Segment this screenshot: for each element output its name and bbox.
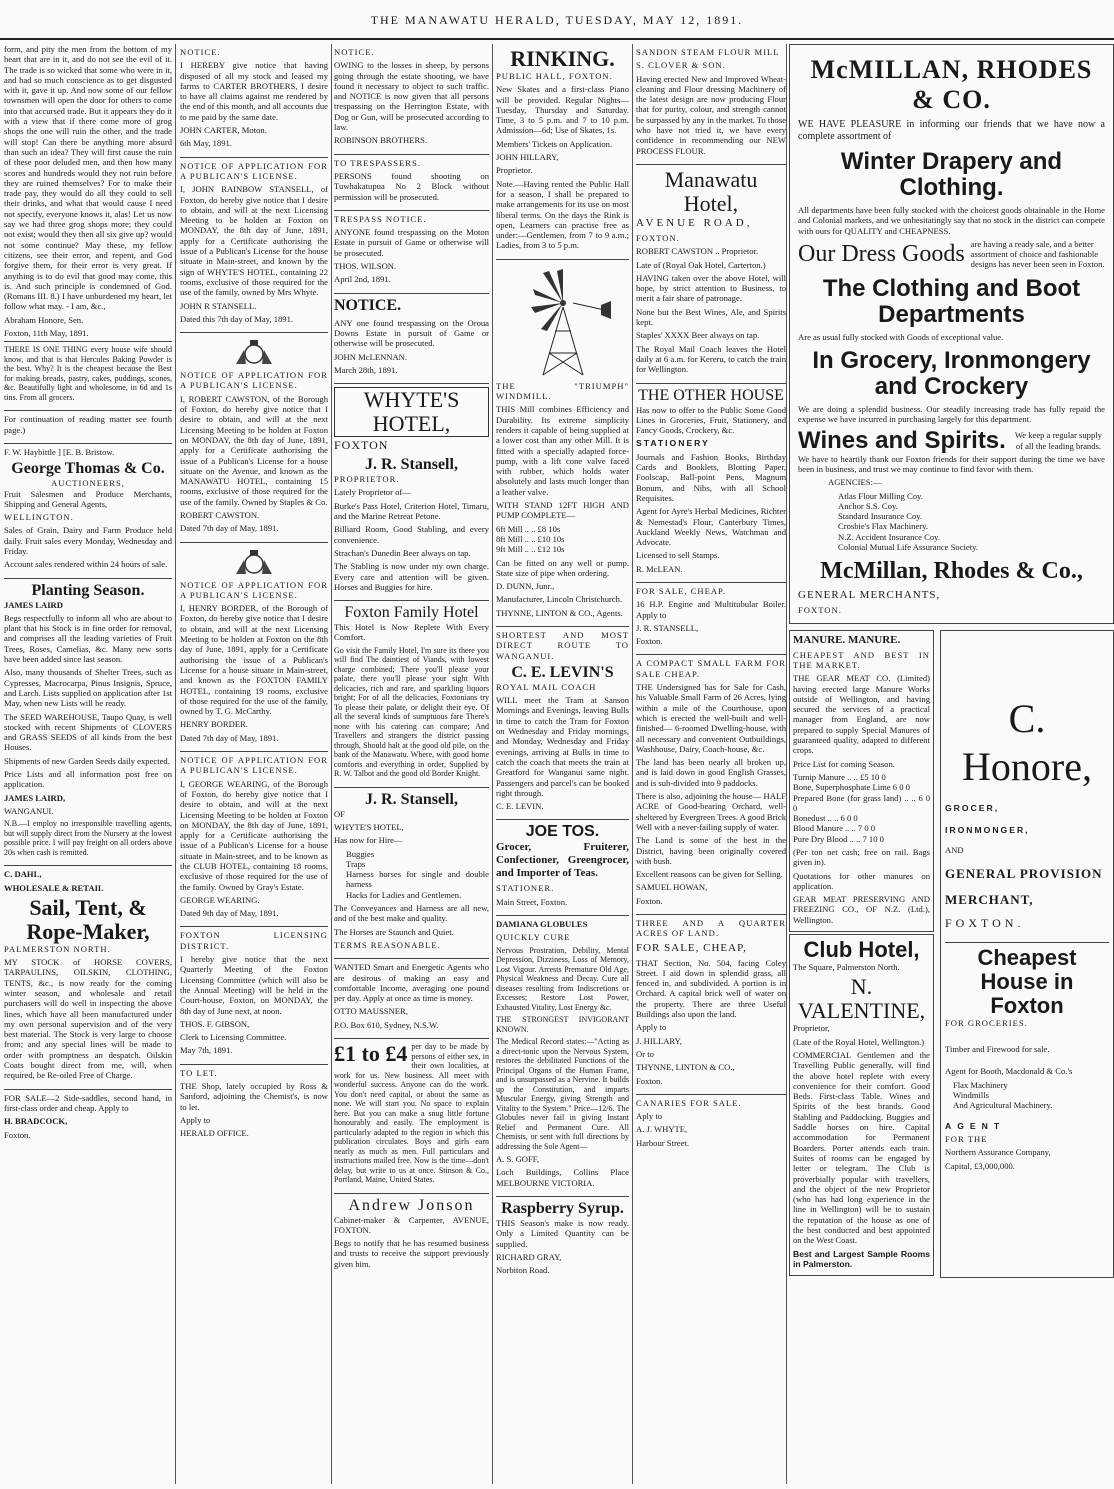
column-divider [175, 44, 176, 1484]
hercules-ad [4, 341, 172, 408]
notice-date: 6th May, 1891. [180, 138, 232, 149]
notice-signature: ROBERT CAWSTON. [180, 509, 260, 520]
rink-tickets: Members' Tickets on Application. [496, 138, 613, 149]
masthead-rule [0, 38, 1114, 40]
masthead [0, 0, 1114, 40]
honore-ad [940, 630, 1114, 1279]
honore-title: C. Honore, [962, 695, 1092, 789]
mrc-signature: McMillan, Rhodes & Co., [820, 558, 1083, 585]
whytes-hotel-ad [334, 383, 489, 598]
canaries-title: CANARIES FOR SALE. [636, 1097, 742, 1108]
agencies-list: Atlas Flour Milling Coy. Anchor S.S. Coy. Standard Insurance Coy. Crosbie's Flax Machinery. N.Z. Accident Insurance Coy. Colonial Mutual Life Assurance Society. [838, 490, 979, 553]
sale-town: Foxton. [4, 1129, 31, 1140]
windmill-stand: WITH STAND 12FT HIGH AND PUMP COMPLETE— [496, 500, 629, 521]
notice-signature: ROBINSON BROTHERS. [334, 135, 428, 146]
to-let-ad [180, 1064, 328, 1145]
timber-text: Timber and Firewood for sale. [945, 1044, 1050, 1055]
club-sample: Best and Largest Sample Rooms in Palmerston. [793, 1248, 930, 1269]
column-1 [4, 44, 172, 1148]
wanted-body: WANTED Smart and Energetic Agents who are desirous of making an easy and comfortable Income, averaging one pound per day. Apply at once as time is money. [334, 962, 489, 1004]
sandon-mill-ad [636, 44, 786, 162]
masthead-title: THE MANAWATU HERALD, TUESDAY, MAY 12, 1891. [370, 13, 744, 27]
notice-body: I, GEORGE WEARING, of the Borough of Foxton, do hereby give notice that I desire to obtain, and will at the next Licensing Meeting to be holden at Foxton on MONDAY, the 8th day of June, 1891, apply for a Certificate authorising the issue of a Publican's License for a house situate in Main-street, and to be known as the CLUB HOTEL, containing 18 rooms, exclusive of those required for the use of the family. Owned by Gray's Estate. [180, 778, 328, 892]
rink-signature: JOHN HILLARY, [496, 152, 559, 163]
mh-proprietor: ROBERT CAWSTON .. Proprietor. [636, 246, 759, 257]
small-farm-ad [636, 654, 786, 912]
rink-hall: PUBLIC HALL, FOXTON. [496, 71, 613, 81]
mrc-intro: WE HAVE PLEASURE in informing our friends that we have now a complete assortment of [798, 119, 1105, 142]
seed-text: The SEED WAREHOUSE, Taupo Quay, is well stocked with recent Shipments of CLOVERS and GRASS SEEDS of all kinds from the best Houses. [4, 711, 172, 753]
george-thomas-ad [4, 443, 172, 576]
mclennan-notice [334, 293, 489, 381]
jrs2-of: OF [334, 808, 345, 819]
notice-signature: JOHN R STANSELL. [180, 300, 257, 311]
acres-sub: FOR SALE, CHEAP, [636, 941, 747, 954]
column-divider [331, 44, 332, 1484]
column-divider [632, 44, 633, 1484]
notice-title: NOTICE. [334, 47, 375, 57]
club-late: (Late of the Royal Hotel, Wellington.) [793, 1036, 925, 1047]
notice-date: Dated this 7th day of May, 1891. [180, 313, 294, 324]
stationery-signature: R. McLEAN. [636, 563, 683, 574]
cawston-license-notice [180, 332, 328, 539]
gtc-account: Account sales rendered within 24 hours of sale. [4, 559, 168, 570]
dahl-name: C. DAHL, [4, 869, 42, 880]
licensing-district-notice [180, 926, 328, 1061]
raspberry-syrup-ad [496, 1196, 629, 1281]
manure-title: MANURE. MANURE. [793, 633, 901, 646]
notice-date: Dated 9th day of May, 1891. [180, 908, 279, 919]
notice-body: I hereby give notice that the next Quarterly Meeting of the Foxton Licensing Committee (which will also be the Annual Meeting) will be held in the Court-house, Foxton, on MONDAY, the 8th day of June next, at noon. [180, 954, 328, 1016]
farm-title: A COMPACT SMALL FARM FOR SALE CHEAP. [636, 658, 786, 679]
dress-title: Our Dress Goods [798, 241, 965, 268]
rasp-signature: RICHARD GRAY, [496, 1251, 562, 1262]
trespassers-notice [334, 154, 489, 208]
mh-body: HAVING taken over the above Hotel, will hope, by strict attention to Business, to merit a fair share of patronage. [636, 272, 786, 304]
notice-title: TO TRESPASSERS. [334, 157, 421, 168]
farm-town: Foxton. [636, 895, 663, 906]
jrs-role: PROPRIETOR. [334, 474, 400, 485]
notice-body: OWING to the losses in sheep, by persons going through the estate shooting, we have found it necessary to object to such traffic. and NOTICE is now given that all persons trespassing on the Herrington Estate, with Dog or Gun, will be prosecuted according to law. [334, 60, 489, 133]
mrc-town: FOXTON. [798, 605, 842, 616]
tos-address: Main Street, Foxton. [496, 896, 568, 907]
acres-town: Foxton. [636, 1075, 663, 1086]
pounds-body: per day to be made by persons of either sex, in their own localities, at work for us. New business. All meet with wonderful success. Anyone can do the work. You don't need capital, or about the same as none. We will start you. No space to explain here. But you can make a snug little fortune honourably and easily. The employment is particularly adapted to the region in which this publication circulates. Boys and girls earn nearly as much as men. Full particulars and instructions mailed free. Now is the time—don't delay, but write to us at once. Stinson & Co., Portland, Maine, United States. [334, 1042, 489, 1185]
honore-iron: IRONMONGER, [945, 824, 1030, 835]
agencies-title: AGENCIES:— [828, 477, 882, 488]
gtc-town: WELLINGTON. [4, 512, 74, 523]
laird-body-2: Also, many thousands of Shelter Trees, such as Cypresses, Macrocarpa, Pinus Insignis, Spruce, and Larch. Lists supplied on application after 1st May, when new Lists will be ready. [4, 667, 172, 709]
rasp-title: Raspberry Syrup. [501, 1200, 624, 1218]
windmill-fit: Can be fitted on any well or pump. State size of pipe when ordering. [496, 557, 629, 578]
pounds-big: £1 to £4 [334, 1041, 408, 1067]
mh-wines: None but the Best Wines, Ale, and Spirits kept. [636, 306, 786, 328]
agent-for: FOR THE [945, 1133, 988, 1144]
letter-date: Foxton, 11th May, 1891. [4, 328, 89, 339]
price-text: Price Lists and all information post free on application. [4, 769, 172, 790]
mrc-title: McMILLAN, RHODES & CO. [810, 55, 1093, 114]
notice-signature: JOHN CARTER, Moton. [180, 125, 267, 136]
acres-title: THREE AND A QUARTER ACRES OF LAND. [636, 918, 786, 939]
notice-body: I HEREBY give notice that having disposed of all my stock and leased my farms to CARTER BROTHERS, I desire to have all claims against me rendered by the end of this month, and all accounts due to me paid by the same date. [180, 60, 328, 122]
gtc-title: George Thomas & Co. [11, 460, 165, 478]
jrs-hotels: Burke's Pass Hotel, Criterion Hotel, Timaru, and the Marine Retreat Petone. [334, 500, 489, 522]
dahl-ad [4, 865, 172, 1086]
ffh-sub: This Hotel is Now Replete With Every Comfort. [334, 622, 489, 643]
honore-town: FOXTON. [945, 915, 1025, 930]
rink-role: Proprietor. [496, 165, 533, 176]
damiana-body-2: The Medical Record states:—"Acting as a direct-tonic upon the Nervous System, restores the debilitated Functions of the Principal Organs of the Human Frame, and is unsurpassed as a Nervine. It builds up the Constitution, and imparts Muscular Energy, giving Strength and Vitality to the System." Price—12/6. The Globules never fail in giving Instant Relief and Permanent Cure. All Chemists, or sent with full directions by addressing the Sole Agent— [496, 1037, 629, 1151]
column-5 [636, 44, 786, 1156]
planting-title: Planting Season. [31, 581, 145, 599]
aj-body: Begs to notify that he has resumed business and trusts to receive the support previously given him. [334, 1238, 489, 1269]
stansell-license-notice [180, 157, 328, 330]
to-let-body: THE Shop, lately occupied by Ross & Sanford, adjoining the Chemist's, is now to let. [180, 1081, 328, 1112]
wanted-signature: OTTO MAUSSNER, [334, 1006, 408, 1017]
sandon-title: SANDON STEAM FLOUR MILL [636, 47, 780, 57]
notice-title: FOXTON LICENSING DISTRICT. [180, 930, 328, 951]
hercules-text: THERE IS ONE THING every house wife should know, and that is that Hercules Baking Powder is the best. Why? It is the cheapest because the Best for making breads, pastry, cakes, puddings, scones, &c. Beautifully light and wholesome, in 6d and 1s tins. From all grocers. [4, 345, 172, 402]
notice-title: NOTICE OF APPLICATION FOR A PUBLICAN'S LICENSE. [180, 755, 328, 776]
manure-note: (Per ton net cash; free on rail. Bags given in). [793, 846, 930, 868]
to-let-signature: HERALD OFFICE. [180, 1128, 249, 1139]
jrs-billiard: Billiard Room, Good Stabling, and every convenience. [334, 524, 489, 545]
agent-booth: Agent for Booth, Macdonald & Co.'s [945, 1066, 1073, 1077]
column-6 [789, 44, 1114, 1278]
jrs2-hotel: WHYTE'S HOTEL, [334, 821, 404, 832]
notice-title: NOTICE OF APPLICATION FOR A PUBLICAN'S LICENSE. [180, 370, 328, 391]
laird-signature: JAMES LAIRD, [4, 792, 66, 803]
damiana-title: DAMIANA GLOBULES [496, 919, 588, 930]
acres-sale-ad [636, 914, 786, 1092]
honore-grocer: GROCER, [945, 802, 1000, 813]
tos-stationer: STATIONER. [496, 883, 555, 894]
other-house-ad [636, 383, 786, 580]
tos-body: Grocer, Fruiterer, Confectioner, Greengrocer, and Importer of Teas. [496, 841, 629, 880]
dahl-body: MY STOCK of HORSE COVERS, TARPAULINS, OILSKIN, CLOTHING, TENTS, &c., is now ready for the coming winter season, and wholesale and retail purchasers will do well in inspecting the above lines, which have all been manufactured under my own personal supervision and of the very best material. The Stock is very large to choose from; and any special lines will be made to order with promptness an despatch. Oilskin Coats bought direct from me, will, when required, be Re-oiled Free of Charge. [4, 957, 172, 1081]
column-2 [180, 44, 328, 1147]
aj-sub: Cabinet-maker & Carpenter, AVENUE, FOXTON. [334, 1214, 489, 1235]
canaries-signature: A. J. WHYTE, [636, 1124, 688, 1135]
club-hotel-ad [789, 934, 934, 1276]
acres-or: Or to [636, 1048, 654, 1059]
levin-title: C. E. LEVIN'S [511, 663, 614, 681]
club-title: Club Hotel, [803, 937, 920, 963]
tos-title: JOE TOS. [525, 823, 600, 841]
stationery-license: Licensed to sell Stamps. [636, 550, 720, 561]
planting-season-ad [4, 578, 172, 864]
grocery-title: In Grocery, Ironmongery and Crockery [812, 347, 1091, 401]
laird-body: Begs respectfully to inform all who are about to plant that his Stock is in fine order for removal, and comprises all the leading varieties of Fruit Trees, Roses, Camelias, &c. Many new sorts have been added since last season. [4, 612, 172, 665]
manawatu-hotel-ad [636, 164, 786, 381]
gtc-body: Fruit Salesmen and Produce Merchants, Shipping and General Agents, [4, 488, 172, 509]
windmill-ad [496, 259, 629, 624]
flax-list: Flax Machinery Windmills And Agricultural Machinery. [953, 1079, 1053, 1111]
engine-title: FOR SALE, CHEAP. [636, 585, 727, 596]
notice-title: NOTICE. [180, 47, 221, 57]
dress-goods-row [798, 239, 1105, 270]
robinson-notice [334, 44, 489, 152]
damiana-strong: THE STRONGEST INVIGORANT KNOWN. [496, 1015, 629, 1034]
column-4 [496, 44, 629, 1284]
canaries-address: Harbour Street. [636, 1137, 689, 1148]
notice-body: ANYONE found trespassing on the Moton Estate in pursuit of Game or otherwise will be prosecuted. [334, 227, 489, 258]
levin-coach-ad [496, 626, 629, 817]
column-divider [492, 44, 493, 1484]
jrs-name: J. R. Stansell, [365, 456, 458, 474]
ffh-poem: Go visit the Family Hotel, I'm sure its there you will find The daintiest of Viands, with lowest charge combined; There you'll please your palate, there you'll please your sight With delicacies, rich and rare, and sparkling liquors bright; For of all the delicacies, Foxtonians try To please their palate, or delight their eye. Of all the several kinds of sumptuous fare There's none with his catering can compare; And Travellers and strangers the district passing through, Should halt at the good old pile, on the bank of the Manawatu. Where, with good home comforts and everything in order, Supplied by R. W. Talbot and the good old Border Knight. [334, 645, 489, 779]
notice-signature: JOHN McLENNAN. [334, 351, 408, 362]
whyte-town: FOXTON [334, 438, 389, 453]
oh-title: THE OTHER HOUSE [638, 386, 784, 404]
acres-signature: J. HILLARY, [636, 1035, 682, 1046]
club-square: The Square, Palmerston North. [793, 962, 900, 973]
sandon-sub: S. CLOVER & SON. [636, 60, 726, 71]
carter-notice [180, 44, 328, 155]
farm-body: THE Undersigned has for Sale for Cash, his Valuable Small Farm of 26 Acres, lying within a mile of the Courthouse, upon which is erected the well-built and well-finished— 6-roomed Dwelling-house, with all necessary and convenient Outbuildings, Washhouse, Dairy, Coach-house, &c. [636, 682, 786, 754]
column-3 [334, 44, 489, 1277]
wines-title: Wines and Spirits. [798, 426, 1006, 454]
windmill-prices: 6ft Mill .. .. £8 10s 8ft Mill .. .. £10 10s 9ft Mill .. .. £12 10s [496, 523, 565, 555]
rink-note: Note.—Having rented the Public Hall for a season, I shall be prepared to make arrangements for its use on most liberal terms. On the days the Rink is open, Learners can practise free as under:—Gentlemen, from 7 to 9 a.m.; Ladies, from 3 to 5 p.m. [496, 178, 629, 251]
manure-price-title: Price List for coming Season. [793, 758, 895, 769]
royal-crest-icon [180, 548, 328, 578]
garden-text: Shipments of new Garden Seeds daily expected. [4, 755, 170, 766]
rasp-address: Norbiton Road. [496, 1265, 550, 1276]
wanted-address: P.O. Box 610, Sydney, N.S.W. [334, 1019, 439, 1030]
honore-merchant: MERCHANT, [945, 891, 1034, 907]
notice-signature: THOS. F. GIBSON, [180, 1018, 250, 1029]
notice-body: I, JOHN RAINBOW STANSELL, of Foxton, do hereby give notice that I desire to obtain, and will at the next Licensing Meeting to be holden at Foxton on MONDAY, the 8th day of June, 1891, apply for a Certificate authorising the issue of a Publican's License for the house situate in Main-street, and known by the sign of WHYTE'S HOTEL, containing 22 rooms, exclusive of those required for the use of the family, owned by Mrs Whyte. [180, 184, 328, 298]
honore-general: GENERAL PROVISION [945, 865, 1103, 881]
cheapest-title: Cheapest House in Foxton [977, 944, 1077, 1018]
trespass-notice [334, 210, 489, 291]
joe-tos-ad [496, 819, 629, 913]
notice-title: NOTICE. [334, 296, 402, 314]
notice-body: I, HENRY BORDER, of the Borough of Foxton, do hereby give notice that I desire to obtain, and will at the next Licensing Meeting to be holden at Foxton on the 8th day of June, 1891, apply for a Certificate authorising the issue of a Publican's License for a house situate in Main-street, and known as the FOXTON FAMILY HOTEL, containing 19 rooms, exclusive of those required for the use of the family, owned by T. G. McCarthy. [180, 603, 328, 717]
notice-signature-role: Clerk to Licensing Committee. [180, 1032, 287, 1043]
jrs2-name: J. R. Stansell, [365, 790, 458, 808]
royal-crest-icon [180, 338, 328, 368]
levin-body: WILL meet the Tram at Sanson Mornings and Evenings, leaving Bulls in time to catch the Tram for Foxton on Wednesday and Friday mornings, and Monday, Wednesday and Friday evenings, arriving at Bulls in time to catch the coach that meets the train at Greatford for Wanganui same night. Passengers and parcel's can be booked right through. [496, 695, 629, 798]
clothing-body: Are as usual fully stocked with Goods of exceptional value. [798, 331, 1004, 342]
cheapest-house [945, 942, 1109, 1177]
acres-apply: Apply to [636, 1022, 667, 1033]
agent-title: AGENT [945, 1120, 1006, 1131]
club-name: N. VALENTINE, [797, 974, 926, 1024]
stationery-body: Journals and Fashion Books, Birthday Cards and Booklets, Blotting Paper, Foolscap, Ball-point Pens, Magnum Bonum, and Nibs, with all School Requisites. [636, 451, 786, 503]
aj-title: Andrew Jonson [348, 1196, 475, 1214]
windmill-body: THIS Mill combines Efficiency and Durability. Its extreme simplicity renders it capable of being supplied at a lower cost than any other Mill. It is fitted with a specially adapted force-pump, with a lift cone valve faced with rubber, which holds water absolutely and lasts much longer than a leather valve. [496, 404, 629, 497]
mh-coach: The Royal Mail Coach leaves the Hotel daily at 6 a.m. for Kereru, to catch the train for Wellington. [636, 343, 786, 375]
sale-signature: H. BRADCOCK, [4, 1116, 68, 1127]
clothing-title: The Clothing and Boot Departments [822, 274, 1081, 328]
jrs2-list: Buggies Traps Harness horses for single and double harness Hacks for Ladies and Gentlemen. [346, 848, 489, 900]
engine-body: 16 H.P. Engine and Multitubular Boiler. Apply to [636, 599, 786, 620]
dahl-town: PALMERSTON NORTH. [4, 943, 111, 954]
stansell-hire-ad [334, 787, 489, 957]
farm-body-4: The Land is some of the best in the District, having been originally covered with bush. [636, 835, 786, 866]
haybittle-line: F. W. Haybittle ] [E. B. Bristow. [4, 446, 115, 457]
mh-road: AVENUE ROAD, [636, 216, 753, 229]
manure-quotations: Quotations for other manures on application. [793, 870, 930, 891]
manure-prices: Turnip Manure .. .. £5 10 0 Bone, Superphosphate Lime 6 0 0 Prepared Bone (for grass land) .. .. 6 0 0 Bonedust .. .. 6 0 0 Blood Manure .. .. 7 0 0 Pure Dry Blood .. .. 7 10 0 [793, 771, 930, 844]
rink-body: New Skates and a first-class Piano will be provided. Regular Nights—Tuesday, Thursday and Saturday. Time, 3 to 5 p.m. and 7 to 10 p.m. Admission—6d; Use of Skates, 1s. [496, 84, 629, 136]
wines-body: We have to heartily thank our Foxton friends for their support during the time we have been in business, and trust we may continue to find favor with them. [798, 453, 1105, 474]
jrs-stable: The Stabling is now under my own charge. Every care and attention will be given. Horses and Buggies for hire. [334, 561, 489, 592]
jrs-late: Lately Proprietor of— [334, 487, 411, 498]
club-role: Proprietor, [793, 1023, 830, 1034]
wines-row [798, 428, 1105, 454]
pounds-per-day-ad [334, 1038, 489, 1191]
notice-date: April 2nd, 1891. [334, 274, 391, 285]
farm-body-5: Excellent reasons can be given for Selling. [636, 869, 783, 880]
notice-title: NOTICE OF APPLICATION FOR A PUBLICAN'S LICENSE. [180, 160, 328, 181]
wanted-agents-ad [334, 958, 489, 1036]
lower-row [789, 630, 1114, 1279]
notice-body: I, ROBERT CAWSTON, of the Borough of Foxton, do hereby give notice that I desire to obtain, and will at the next Licensing Meeting to be holden at Foxton on MONDAY, the 8th day of June, 1891, apply for a Certificate authorising the issue of a Publican's License for a house situate on the Avenue, and known as the MANAWATU HOTEL, containing 15 rooms, exclusive of those required for the use of the family. Owned by Staples & Co. [180, 393, 328, 507]
mh-late: Late of (Royal Oak Hotel, Carterton.) [636, 259, 766, 270]
dahl-title: WHOLESALE & RETAIL [4, 882, 104, 893]
farm-body-3: There is also, adjoining the house— HALF ACRE of Good-bearing Orchard, well-sheltered by Evergreen Trees. A good Brick Well with a never-failing supply of water. [636, 791, 786, 832]
windmill-address: Manufacturer, Lincoln Christchurch. [496, 594, 623, 605]
border-license-notice [180, 542, 328, 749]
acres-body: THAT Section, No. 504, facing Coley Street. I aid down in splendid grass, all fenced in, and subdivided. A portion is in Orchard. A capital brick well of water on the property. There are three Useful Buildings also upon the land. [636, 957, 786, 1020]
letter-body: form, and pity the men from the bottom of my heart that are in it, and do not see the evil of it. The trade is so wicked that some who were in it, and had so much conscience as to get disgusted with it, gave it up. And now some of our fellow townsmen will open the door for others to come into that accursed trade. But it appears they do it with a view that if there come more of grog shops the one will ruin the other, and the trade will stop! Can there be anything more absurd than such an idea? They will first cause the ruin of these poor deluded men, and then how many scores and hundreds would they not ruin before they are ruined themselves? For to make their trade pay, they would do all they could to sell their drinks, and what that would cause I need not specify, everyone knows it, alas! Let us now say we had three grog shops more; they could not exist; would they then all six give up? would not some continue? May these, my fellow citizens, see their error, and repent, and God forgive them, for their error is very great. If anything is to do evil that good may come, this is. And such principle is condemned of God. (Romans III. 8.) I have unburdened my heart, let follow what may. - I am, &c., [4, 44, 172, 312]
notice-body: PERSONS found shooting on Tuwhakatupua No 2 Block without permission will be prosecuted. [334, 170, 489, 202]
notice-signature: THOS. WILSON. [334, 261, 397, 272]
whyte-title: WHYTE'S HOTEL, [334, 387, 489, 437]
notice-body: ANY one found trespassing on the Oroua Downs Estate in pursuit of Game or otherwise will be prosecuted. [334, 317, 489, 349]
rasp-body: THIS Season's make is now ready. Only a Limited Quantity can be supplied. [496, 1218, 629, 1249]
notice-date: Dated 7th day of May, 1891. [180, 732, 279, 743]
grocery-body: We are doing a splendid business. Our steadily increasing trade has fully repaid the expense we have incurred in purchasing largely for this department. [798, 404, 1105, 425]
jrs2-terms: TERMS REASONABLE. [334, 939, 441, 950]
manure-body: THE GEAR MEAT CO. (Limited) having erected large Manure Works outside of Wellington, and having secured the services of a practical manager from England, are now prepared to supply Special Manures of guaranteed quality, adapted to different crops. [793, 673, 930, 756]
route-text: SHORTEST AND MOST DIRECT ROUTE TO WANGANUI. [496, 629, 629, 661]
continuation-note [4, 410, 172, 441]
windmill-signature: D. DUNN, Junr., [496, 581, 555, 592]
side-saddle-ad [4, 1089, 172, 1146]
club-body: COMMERCIAL Gentlemen and the Travelling Public generally, will find the above hotel replete with every convenience for their comfort. Good Beds. First-class Table. Wines and Spirits of the best brands. Good Stabling and Paddocking. Buggies and Saddle horses on hire. Capital accommodation for Permanent Boarders. Porter attends each train. Suites of rooms can be engaged by letter or telegram. The Club is proverbially popular with travellers, and the object of the new Proprietor (who has had long experience in the line in Wellington) will be to sustain the reputation of the house as one of the best conducted and best appointed on the West Coast. [793, 1049, 930, 1246]
levin-sub: ROYAL MAIL COACH [496, 681, 597, 692]
acres-signature-2: THYNNE, LINTON & CO., [636, 1062, 735, 1073]
notice-signature: HENRY BORDER. [180, 719, 248, 730]
farm-signature: SAMUEL HOWAN, [636, 882, 708, 893]
engine-sale-ad [636, 582, 786, 652]
dahl-big: Sail, Tent, & Rope-Maker, [26, 894, 150, 944]
notice-title: TRESPASS NOTICE. [334, 213, 427, 224]
laird-town: WANGANUI. [4, 805, 54, 816]
gtc-sub: AUCTIONEERS, [51, 478, 125, 489]
jrs-beer: Strachan's Dunedin Beer always on tap. [334, 547, 471, 558]
wearing-license-notice [180, 751, 328, 924]
stationery-agent: Agent for Ayre's Herbal Medicines, Richter & Nemestad's Flour, Canterbury Times, Auckland Weekly News, Watchman and Advocate. [636, 506, 786, 548]
oh-body: Has now to offer to the Public Some Good Lines in Groceries, Fruit, Stationery, and Fancy Goods, Crockery, &c. [636, 404, 786, 436]
continuation-text: For continuation of reading matter see fourth page.) [4, 414, 172, 435]
damiana-ad [496, 915, 629, 1194]
mcmillan-rhodes-ad [789, 44, 1114, 624]
stationery-title: STATIONERY [636, 438, 710, 449]
dress-body: are having a ready sale, and a better assortment of choice and fashionable designs has never been seen in Foxton. [970, 238, 1105, 270]
jrs2-staunch: The Horses are Staunch and Quiet. [334, 926, 454, 937]
foxton-family-hotel-ad [334, 600, 489, 785]
lower-left [789, 630, 934, 1279]
mh-town: FOXTON. [636, 232, 680, 243]
notice-date: May 7th, 1891. [180, 1045, 233, 1056]
manure-signature: GEAR MEAT PRESERVING AND FREEZING CO., OF N.Z. (Ltd.), Wellington. [793, 894, 930, 925]
andrew-jonson-ad [334, 1193, 489, 1275]
honore-and: AND [945, 845, 964, 856]
mrc-role: GENERAL MERCHANTS, [798, 589, 941, 602]
rink-title: RINKING. [510, 46, 615, 71]
damiana-body: Nervous Prostration, Debility, Mental Depression, Dizziness, Loss of Memory, Lost Vigour. Arrests Premature Old Age, Physical Weakness and Decay. Cure all diseases resulting from Indiscretions or Excesses; Restore Lost Power, Exhausted Vitality, Lost Energy &c. [496, 945, 629, 1012]
manure-ad [789, 630, 934, 932]
ffh-title: Foxton Family Hotel [344, 604, 479, 622]
jrs2-conv: The Conveyances and Harness are all new, and of the best make and quality. [334, 903, 489, 924]
to-let-title: TO LET. [180, 1067, 218, 1078]
letter-signature: Abraham Honore, Sen. [4, 314, 84, 325]
to-let-apply: Apply to [180, 1114, 211, 1125]
cheapest-sub: FOR GROCERIES. [945, 1017, 1028, 1028]
canaries-apply: Aply to [636, 1111, 663, 1122]
wines-side: We keep a regular supply of all the leading brands. [1014, 430, 1102, 451]
sandon-body: Having erected New and Improved Wheat-cleaning and Flour dressing Machinery of the latest design are now producing Flour that for purity, colour, and strength cannot be surpassed by any in the market. To those who have not tried it, we have every confidence in recommending our NEW PROCESS FLOUR. [636, 73, 786, 156]
northern-assurance: Northern Assurance Company, [945, 1147, 1051, 1158]
rinking-ad [496, 44, 629, 257]
notice-title: NOTICE OF APPLICATION FOR A PUBLICAN'S LICENSE. [180, 579, 328, 600]
mh-staples: Staples' XXXX Beer always on tap. [636, 330, 760, 341]
winter-title: Winter Drapery and Clothing. [840, 148, 1063, 201]
notice-signature: GEORGE WEARING. [180, 894, 260, 905]
damiana-signature: A. S. GOFF, [496, 1154, 540, 1165]
notice-date: Dated 7th day of May, 1891. [180, 523, 279, 534]
engine-town: Foxton. [636, 636, 663, 647]
manure-sub: CHEAPEST AND BEST IN THE MARKET. [793, 649, 930, 670]
capital-text: Capital, £3,000,000. [945, 1160, 1015, 1171]
sale-body: FOR SALE—2 Side-saddles, second hand, in first-class order and cheap. Apply to [4, 1092, 172, 1113]
farm-body-2: The land has been nearly all broken up, and is laid down in good English Grasses, and is sub-divided into 9 paddocks. [636, 757, 786, 788]
windmill-agents: THYNNE, LINTON & CO., Agents. [496, 607, 623, 618]
damiana-sub: QUICKLY CURE [496, 932, 571, 943]
gtc-sales: Sales of Grain, Dairy and Farm Produce held daily. Fruit sales every Monday, Wednesday and Friday. [4, 525, 172, 556]
winter-body: All departments have been fully stocked with the choicest goods obtainable in the Home and Colonial markets, and we unhesitatingly say that no stock in the district can compete with ours for QUALITY and CHEAPNESS. [798, 205, 1105, 236]
windmill-icon [496, 267, 629, 377]
engine-signature: J. R. STANSELL, [636, 622, 699, 633]
laird-name: JAMES LAIRD [4, 599, 63, 610]
windmill-title: THE "TRIUMPH" WINDMILL. [496, 380, 629, 402]
canaries-ad [636, 1094, 786, 1154]
notice-date: March 28th, 1891. [334, 364, 398, 375]
levin-signature: C. E. LEVIN. [496, 801, 544, 812]
damiana-address: Loch Buildings, Collins Place MELBOURNE VICTORIA. [496, 1167, 629, 1188]
laird-nb: N.B.—I employ no irresponsible travelling agents, but will supply direct from the Nursery at the lowest possible price. I will pay freight on all orders above 20s when cash is remitted. [4, 819, 172, 857]
mh-title: Manawatu Hotel, [664, 166, 758, 216]
column-divider [786, 44, 787, 1484]
jrs2-hire: Has now for Hire— [334, 835, 403, 846]
